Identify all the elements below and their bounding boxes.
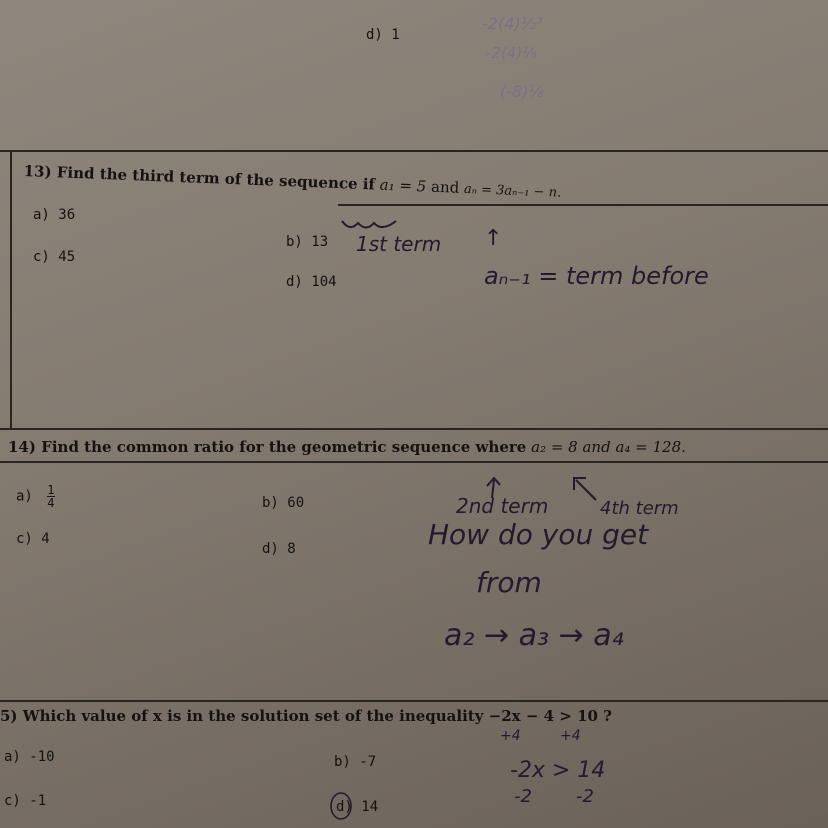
q12-work-line-3: (-8)¹⁄₈ bbox=[500, 82, 544, 101]
q15-work-div: -2 bbox=[514, 786, 532, 807]
q13-box-left bbox=[10, 150, 12, 428]
q13-note-arrow: ↑ bbox=[484, 226, 503, 251]
q13-formula-and: and bbox=[430, 177, 460, 197]
divider-q14-q15 bbox=[0, 700, 828, 702]
q13-option-d: d) 104 bbox=[286, 274, 337, 290]
q13-note-first-term: 1st term bbox=[356, 232, 442, 256]
q14-note-chain: a₂ → a₃ → a₄ bbox=[444, 618, 624, 653]
q14-stem: 14) Find the common ratio for the geometric sequence where a₂ = 8 and a₄ = 128. bbox=[8, 438, 686, 456]
q12-work-line-1: -2(4)¹⁄₂³ bbox=[482, 14, 543, 33]
q15-option-d-circle bbox=[328, 790, 354, 822]
q15-option-b: b) -7 bbox=[334, 754, 377, 770]
q12-option-d: d) 1 bbox=[366, 27, 400, 43]
q13-option-a: a) 36 bbox=[33, 207, 76, 223]
q15-work-line1: -2x > 14 bbox=[510, 758, 606, 783]
q13-note-term-before: aₙ₋₁ = term before bbox=[484, 262, 709, 290]
q14-option-a-numerator: 1 bbox=[47, 483, 55, 497]
q14-option-b: b) 60 bbox=[262, 495, 305, 511]
divider-q12-q13 bbox=[0, 150, 828, 152]
q15-work-plus4b: +4 bbox=[560, 728, 581, 744]
q13-stem: 13) Find the third term of the sequence if a₁ = 5 and aₙ = 3aₙ₋₁ − n. bbox=[23, 162, 562, 201]
q14-option-d: d) 8 bbox=[262, 541, 296, 557]
q14-formula: a₂ = 8 and a₄ = 128. bbox=[531, 438, 686, 456]
q14-option-a: a) $\frac{1}{4}$ bbox=[16, 483, 55, 510]
q14-option-a-denominator: 4 bbox=[47, 496, 55, 510]
q15-option-d: d) 14 bbox=[336, 799, 379, 815]
q15-stem: 5) Which value of x is in the solution set of the inequality −2x − 4 > 10 ? bbox=[0, 707, 612, 725]
q14-note-second-term: 2nd term bbox=[456, 494, 549, 518]
q13-option-b: b) 13 bbox=[286, 234, 329, 250]
q12-work-line-2: -2(4)¹⁄₈ bbox=[486, 44, 537, 62]
q14-note-fourth-term: 4th term bbox=[600, 498, 679, 519]
q13-formula-an: aₙ = 3aₙ₋₁ − n. bbox=[463, 181, 562, 201]
divider-q13-q14 bbox=[0, 428, 828, 430]
q14-note-from: from bbox=[476, 566, 542, 599]
q14-note-how: How do you get bbox=[428, 518, 649, 551]
q14-option-c: c) 4 bbox=[16, 531, 50, 547]
q15-work-plus4: +4 bbox=[500, 728, 521, 744]
q14-box-top bbox=[0, 461, 828, 463]
q15-option-c: c) -1 bbox=[4, 793, 47, 809]
q13-formula-a1: a₁ = 5 bbox=[379, 175, 427, 196]
q15-option-a: a) -10 bbox=[4, 749, 55, 765]
q13-box-top bbox=[338, 204, 828, 206]
q13-bleed-through: \u2022 bbox=[620, 320, 663, 334]
q13-underbrace-mark bbox=[340, 218, 400, 234]
q13-option-c: c) 45 bbox=[33, 249, 76, 265]
q15-work-div2: -2 bbox=[576, 786, 594, 807]
